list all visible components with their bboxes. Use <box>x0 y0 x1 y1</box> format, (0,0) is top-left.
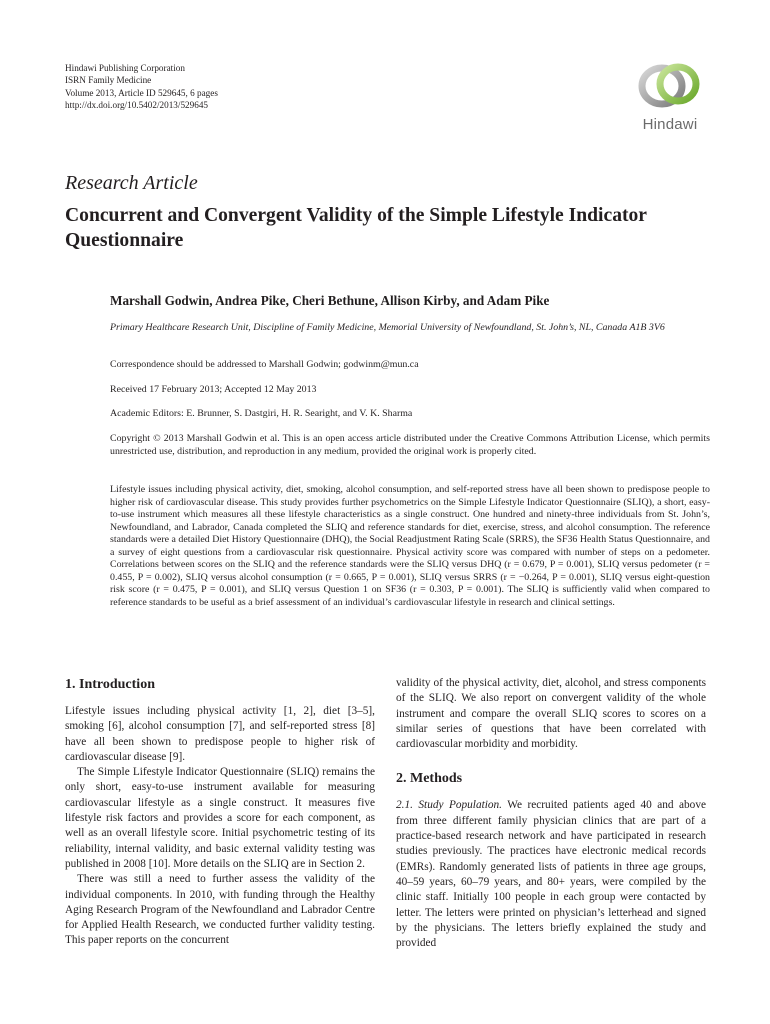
article-title: Concurrent and Convergent Validity of the Simple Lifestyle Indicator Questionnaire <box>65 205 647 251</box>
abstract: Lifestyle issues including physical activity, diet, smoking, alcohol consumption, and self-reported stress have all been shown to predispose people to higher risk of cardiovascular disease. This study provides further psychometrics on the Simple Lifestyle Indicator Questionnaire (SLIQ), a short, easy-to-use instrument which measures all these lifestyle characteristics as a single construct. One hundred and ninety-three individuals from St. John’s, Newfoundland, and Labrador, Canada completed the SLIQ and reference standards for diet, exercise, stress, and alcohol consumption. The reference standards were a detailed Diet History Questionnaire (DHQ), the Social Readjustment Rating Scale (SRRS), the SF36 Health Status Questionnaire, and a survey of eight questions from a cardiovascular risk questionnaire. Physical activity score was compared with number of steps on a pedometer. Correlations between scores on the SLIQ and the reference standards were the SLIQ versus DHQ (r = 0.679, P = 0.001), SLIQ versus pedometer (r = 0.455, P = 0.002), SLIQ versus alcohol consumption (r = 0.665, P = 0.001), SLIQ versus SRRS (r = −0.264, P = 0.001), SLIQ versus eight-question risk score (r = 0.475, P = 0.001), and SLIQ versus Question 1 on SF36 (r = 0.303, P = 0.001). The SLIQ is sufficiently valid when compared to reference standards to be useful as a brief assessment of an individual’s cardiovascular lifestyle in research and clinical settings. <box>110 484 710 608</box>
hindawi-logo-text: Hindawi <box>642 116 698 133</box>
methods-paragraph-text: We recruited patients aged 40 and above from three different family physician clinics that are part of a practice-based research network and have participated in research studies previously. The practices have electronic medical records (EMRs). Randomly generated lists of patients in three age groups, 40–59 years, 60–79 years, and 80+ years, were compiled by the clinic staff. Initially 100 people in each group were contacted by letter. The letters were printed on physician’s letterhead and signed by the physicians. The letters briefly explained the study and provided <box>396 799 706 950</box>
section-heading-methods: 2. Methods <box>396 771 463 787</box>
intro-paragraph-continued: validity of the physical activity, diet, alcohol, and stress components of the SLIQ. We also report on convergent validity of the whole instrument and compare the overall SLIQ scores to scores on a similar series of questions that have been correlated with cardiovascular morbidity and morbidity. <box>396 677 706 751</box>
affiliation: Primary Healthcare Research Unit, Discipline of Family Medicine, Memorial University of Newfoundland, St. John’s, NL, Canada A1B 3V6 <box>110 322 665 333</box>
publication-info <box>65 62 218 112</box>
article-type: Research Article <box>65 172 198 194</box>
left-column <box>65 676 375 949</box>
academic-editors: Academic Editors: E. Brunner, S. Dastgiri, H. R. Searight, and V. K. Sharma <box>110 408 413 419</box>
section-heading-introduction: 1. Introduction <box>65 677 155 692</box>
copyright-notice: Copyright © 2013 Marshall Godwin et al. This is an open access article distributed under the Creative Commons Attribution License, which permits unrestricted use, distribution, and reproduction in any medium, provided the original work is properly cited. <box>110 433 710 457</box>
received-dates: Received 17 February 2013; Accepted 12 May 2013 <box>110 384 317 395</box>
intro-paragraph-1: Lifestyle issues including physical activity [1, 2], diet [3–5], smoking [6], alcohol consumption [7], and self-reported stress [8] have all been shown to predispose people to higher risk of cardiovascular disease [9]. <box>65 705 375 763</box>
volume-info: Volume 2013, Article ID 529645, 6 pages <box>65 87 218 98</box>
intro-paragraph-2: The Simple Lifestyle Indicator Questionnaire (SLIQ) remains the only short, easy-to-use instrument available for measuring cardiovascular lifestyle as a single construct. It measures five lifestyle risk factors and provides a score for each component, as well as an overall lifestyle score. Initial psychometric testing of its reliability, internal validity, and basic external validity testing was published in 2008 [10]. More details on the SLIQ are in Section 2. <box>65 766 375 870</box>
correspondence: Correspondence should be addressed to Marshall Godwin; godwinm@mun.ca <box>110 359 419 370</box>
journal-name: ISRN Family Medicine <box>65 75 152 86</box>
right-column <box>396 676 706 951</box>
publisher-name: Hindawi Publishing Corporation <box>65 63 185 73</box>
methods-paragraph-1 <box>396 798 706 951</box>
subsection-heading-study-population: 2.1. Study Population. <box>396 799 502 812</box>
doi-link[interactable]: http://dx.doi.org/10.5402/2013/529645 <box>65 100 209 111</box>
author-list: Marshall Godwin, Andrea Pike, Cheri Bethune, Allison Kirby, and Adam Pike <box>110 293 550 308</box>
intro-paragraph-3: There was still a need to further assess the validity of the individual components. In 2010, with funding through the Healthy Aging Research Program of the Newfoundland and Labrador Centre for Applied Health Research, we conducted further validity testing. This paper reports on the concurrent <box>65 873 375 947</box>
